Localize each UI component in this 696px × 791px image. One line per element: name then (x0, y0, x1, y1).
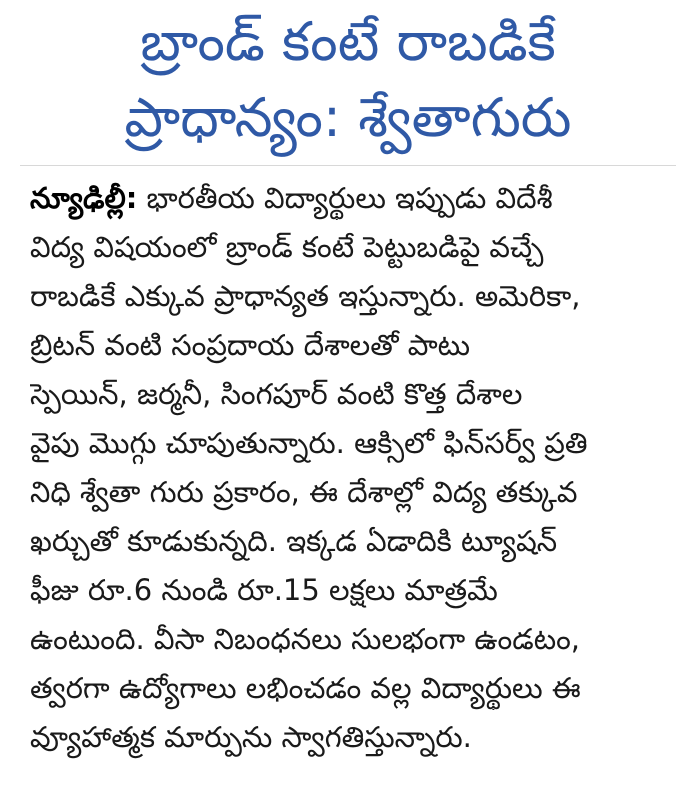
dateline: న్యూఢిల్లీ: (30, 181, 138, 215)
headline-line-2: ప్రాధాన్యం: శ్వేతాగురు (124, 86, 572, 149)
article-line-11: త్వరగా ఉద్యోగాలు లభించడం వల్ల విద్యార్థులు ఈ (30, 671, 581, 705)
headline-line-1: బ్రాండ్ కంటే రాబడికే (140, 10, 556, 73)
article-line-1-text: భారతీయ విద్యార్థులు ఇప్పుడు విదేశీ (146, 181, 553, 215)
article-line-1 (30, 176, 680, 220)
article-line-7: నిధి శ్వేతా గురు ప్రకారం, ఈ దేశాల్లో విద్య తక్కువ (30, 475, 578, 509)
article-line-2: విద్య విషయంలో బ్రాండ్ కంటే పెట్టుబడిపై వచ్చే (30, 230, 544, 264)
article-line-3: రాబడికే ఎక్కువ ప్రాధాన్యత ఇస్తున్నారు. అమెరికా, (30, 279, 581, 313)
article-line-9: ఫీజు రూ.6 నుండి రూ.15 లక్షలు మాత్రమే (30, 573, 498, 607)
article-line-6: వైపు మొగ్గు చూపుతున్నారు. ఆక్సిలో ఫిన్‌సర్వ్ ప్రతి (30, 426, 588, 460)
article-line-4: బ్రిటన్ వంటి సంప్రదాయ దేశాలతో పాటు (30, 328, 471, 362)
article-line-10: ఉంటుంది. వీసా నిబంధనలు సులభంగా ఉండటం, (30, 622, 581, 656)
headline-divider (20, 165, 676, 166)
article-line-8: ఖర్చుతో కూడుకున్నది. ఇక్కడ ఏడాదికి ట్యూషన్ (30, 524, 558, 558)
article-line-5: స్పెయిన్, జర్మనీ, సింగపూర్ వంటి కొత్త దేశాల (30, 377, 523, 411)
article-line-12: వ్యూహాత్మక మార్పును స్వాగతిస్తున్నారు. (30, 720, 472, 754)
